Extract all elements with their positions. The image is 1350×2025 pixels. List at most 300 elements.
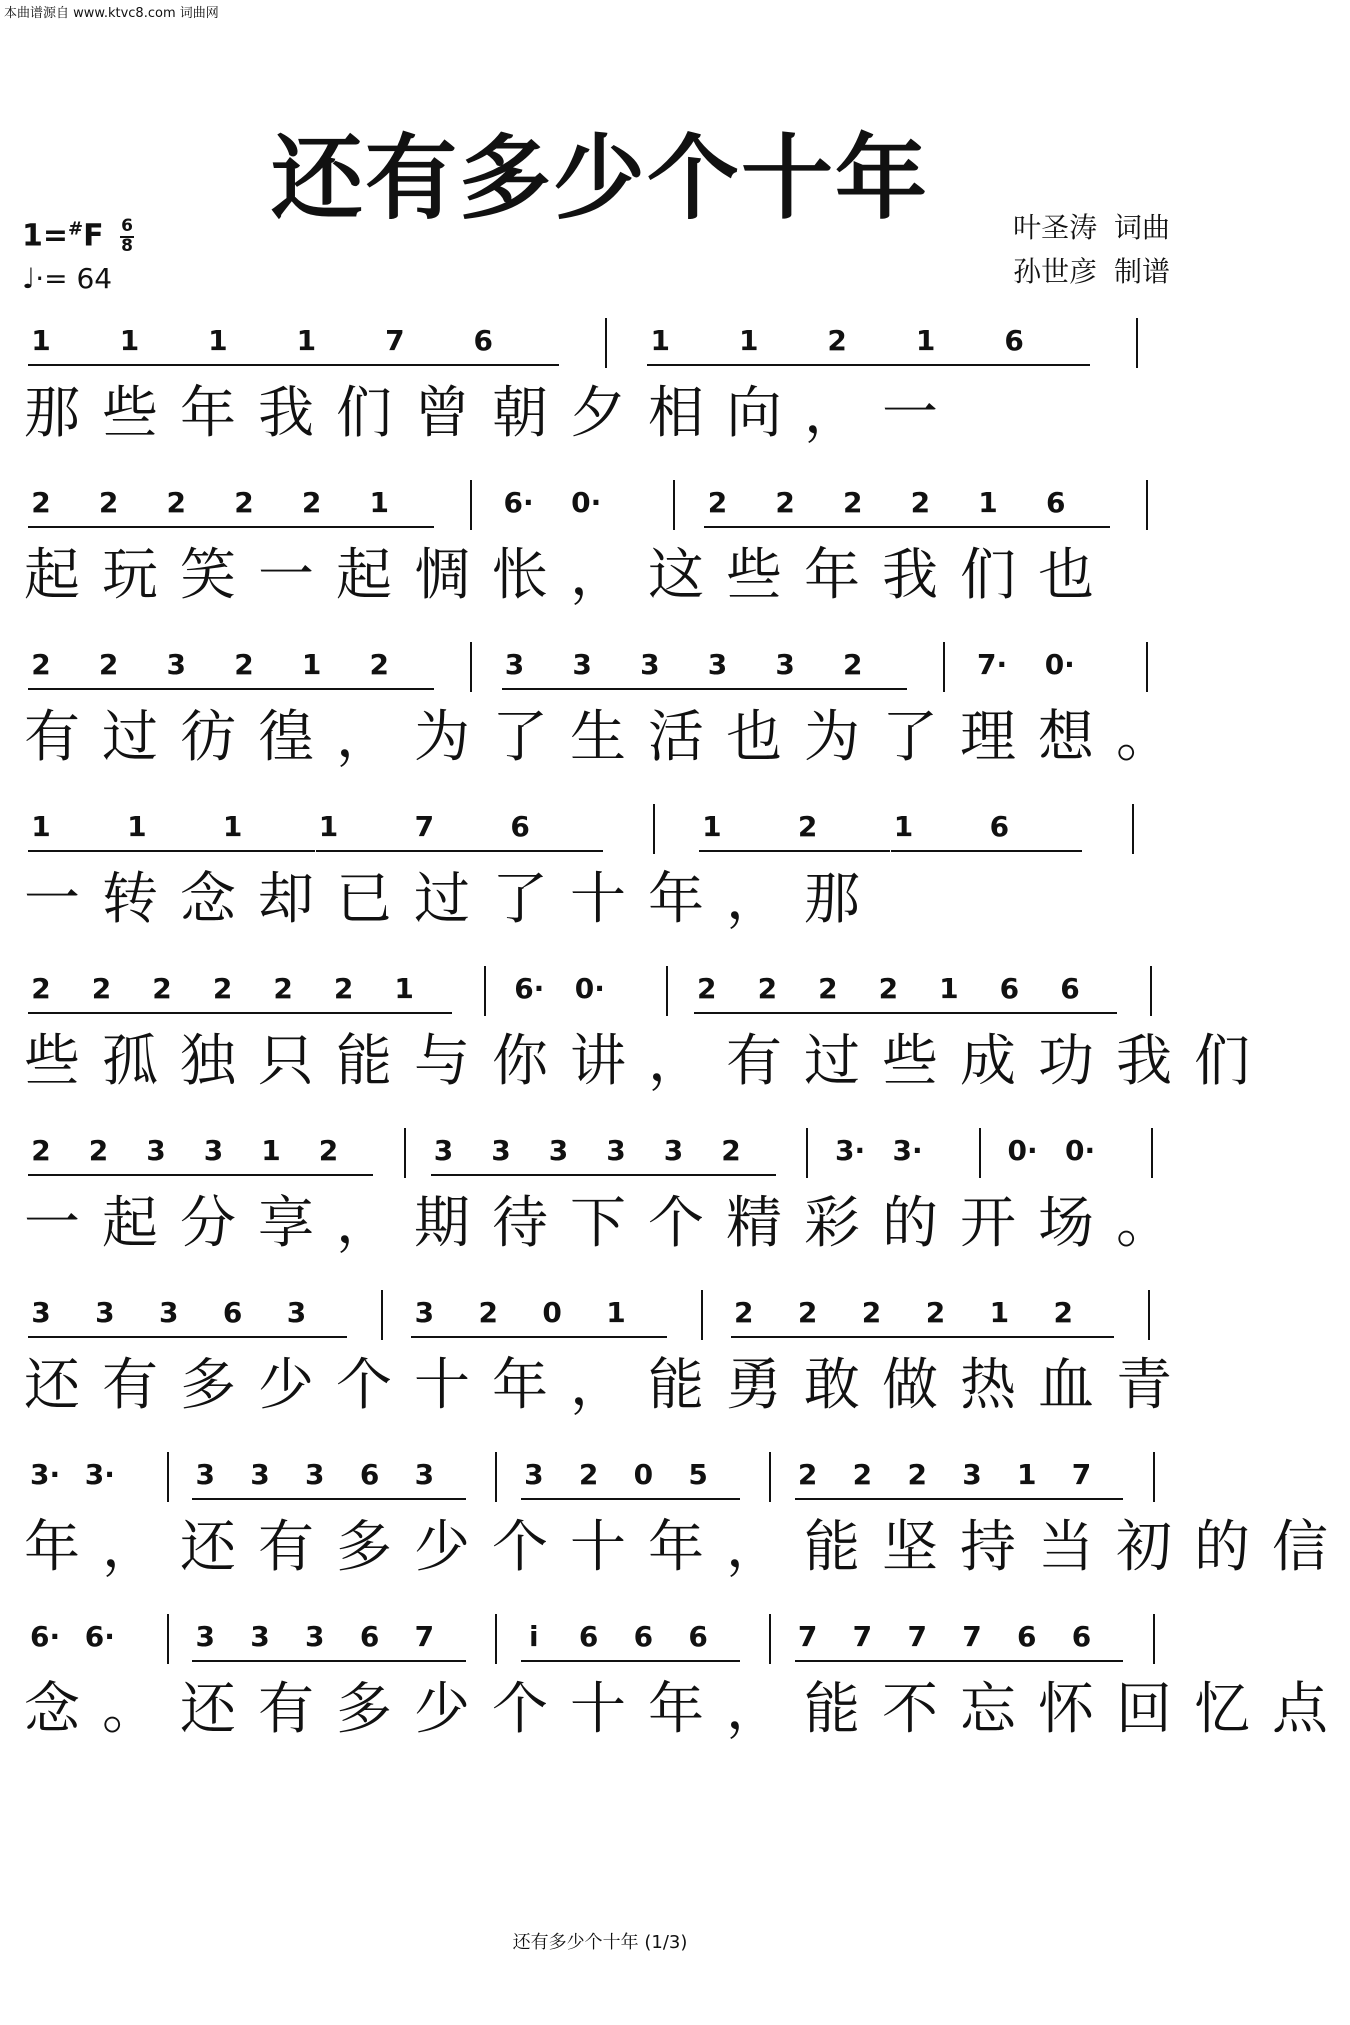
note: 0· [1007, 1134, 1038, 1167]
beam-line [1014, 1498, 1069, 1500]
note: 2 [757, 972, 778, 1005]
beam-line [28, 1336, 92, 1338]
note: 2 [333, 972, 354, 1005]
beam-line [92, 1336, 156, 1338]
note: 6 [999, 972, 1020, 1005]
lyrics-line: 念。还有多少个十年，能不忘怀回忆点 [24, 1677, 1350, 1742]
note: 2 [578, 1458, 599, 1491]
beam-line [859, 1336, 923, 1338]
beam-line [795, 850, 891, 852]
note: 2 [31, 1134, 51, 1167]
note: 6· [30, 1620, 61, 1653]
beam-line [247, 1498, 302, 1500]
note: 7 [1071, 1458, 1092, 1491]
beam-line [192, 1498, 247, 1500]
beam-line [996, 1012, 1057, 1014]
beam-line [1057, 1012, 1118, 1014]
beam-line [603, 1174, 661, 1176]
note: 2 [166, 486, 187, 519]
note: 2 [910, 486, 931, 519]
beam-line [1043, 526, 1111, 528]
beam-line [116, 364, 204, 366]
note: 6 [578, 1620, 599, 1653]
note: 6 [359, 1620, 380, 1653]
beam-line [366, 526, 434, 528]
bar-line [943, 642, 945, 692]
bar-line [673, 480, 675, 530]
beam-line [840, 688, 908, 690]
beam-line [754, 1012, 815, 1014]
bar-line [1148, 1290, 1150, 1340]
beam-line [331, 1012, 392, 1014]
note: 3 [962, 1458, 982, 1491]
note: 3 [414, 1296, 435, 1329]
jianpu-notes [24, 1614, 1184, 1670]
beam-line [699, 850, 795, 852]
bar-line [1146, 480, 1148, 530]
score-line [24, 480, 1184, 616]
note: 3 [707, 648, 728, 681]
score-line [24, 1452, 1350, 1588]
note: 0· [571, 486, 602, 519]
jianpu-notes [24, 480, 1184, 536]
note: 2 [797, 1458, 818, 1491]
beam-line [795, 1498, 850, 1500]
note: 2 [797, 810, 818, 843]
note: 1 [893, 810, 914, 843]
jianpu-notes [24, 804, 1184, 860]
note: 3 [663, 1134, 684, 1167]
note: 2 [907, 1458, 927, 1491]
note: 2 [878, 972, 899, 1005]
beam-line [470, 364, 558, 366]
note: 2 [721, 1134, 741, 1167]
beam-line [488, 1174, 546, 1176]
note: 5 [688, 1458, 708, 1491]
note: 6 [1004, 324, 1024, 357]
beam-line [521, 1660, 576, 1662]
beam-line [569, 688, 637, 690]
note: 2 [152, 972, 172, 1005]
note: 1 [296, 324, 317, 357]
note: 2 [925, 1296, 946, 1329]
time-signature [120, 218, 134, 256]
beam-line [192, 1660, 247, 1662]
beam-line [959, 1660, 1014, 1662]
beam-line [718, 1174, 776, 1176]
bar-line [167, 1614, 169, 1664]
note: 1 [978, 486, 998, 519]
note: 3 [572, 648, 592, 681]
bar-line [1132, 804, 1134, 854]
beam-line [96, 688, 164, 690]
note: 3 [250, 1620, 270, 1653]
note: 1 [738, 324, 759, 357]
note: 6 [359, 1458, 380, 1491]
note: 1 [1016, 1458, 1037, 1491]
note: 2 [98, 648, 119, 681]
note: 7· [977, 648, 1008, 681]
beam-line [1068, 1498, 1123, 1500]
note: 2 [1053, 1296, 1073, 1329]
beam-line [299, 526, 367, 528]
note: 1 [939, 972, 959, 1005]
jianpu-notes [24, 1128, 1184, 1184]
bar-line [806, 1128, 808, 1178]
note: 2 [273, 972, 293, 1005]
beam-line [603, 1336, 667, 1338]
note: 2 [31, 648, 51, 681]
beam-line [959, 1498, 1014, 1500]
note: 3 [504, 648, 525, 681]
score-line [24, 966, 1272, 1102]
note: 3 [606, 1134, 626, 1167]
bar-line [495, 1614, 497, 1664]
beam-line [502, 688, 570, 690]
beam-line [302, 1660, 357, 1662]
beam-line [922, 1336, 986, 1338]
note: 1 [394, 972, 414, 1005]
note: 2 [707, 486, 728, 519]
note: 2 [861, 1296, 882, 1329]
lyrics-line: 还有多少个十年，能勇敢做热血青 [24, 1353, 1194, 1418]
credits [1013, 206, 1170, 294]
note: 2 [301, 486, 322, 519]
beam-line [231, 688, 299, 690]
beam-line [28, 1174, 86, 1176]
bar-line [167, 1452, 169, 1502]
note: 1 [702, 810, 722, 843]
bar-line [404, 1128, 406, 1178]
beam-line [366, 688, 434, 690]
beam-line [907, 526, 975, 528]
score-line [24, 1128, 1194, 1264]
beam-line [220, 1336, 284, 1338]
source-note: 本曲谱源自 www.ktvc8.com 词曲网 [4, 6, 219, 21]
beam-line [772, 688, 840, 690]
lyrics-line: 有过彷徨，为了生活也为了理想。 [24, 705, 1194, 770]
note: 3 [286, 1296, 307, 1329]
note: 6· [503, 486, 534, 519]
beam-line [576, 1660, 631, 1662]
note: 1 [119, 324, 140, 357]
note: 6 [1045, 486, 1066, 519]
note: 7 [385, 324, 405, 357]
beam-line [1014, 1660, 1069, 1662]
note: 7 [852, 1620, 873, 1653]
note: 2 [843, 648, 863, 681]
note: 3 [203, 1134, 224, 1167]
beam-line [247, 1660, 302, 1662]
beam-line [124, 850, 220, 852]
beam-line [357, 1498, 412, 1500]
note: 3 [305, 1620, 325, 1653]
beam-line [28, 364, 116, 366]
note: 2 [212, 972, 233, 1005]
note: 3 [775, 648, 795, 681]
beam-line [316, 1174, 374, 1176]
tempo-mark: ♩·= 64 [22, 262, 113, 295]
beam-line [824, 364, 912, 366]
beam-line [913, 364, 1001, 366]
page-footer: 还有多少个十年 (1/3) [512, 1932, 688, 1953]
sharp-sign: # [68, 218, 84, 240]
note: 2 [827, 324, 847, 357]
beam-line [815, 1012, 876, 1014]
beam-line [986, 1336, 1050, 1338]
jianpu-notes [24, 1290, 1184, 1346]
note: 3 [640, 648, 660, 681]
beam-line [1050, 1336, 1114, 1338]
bar-line [1150, 966, 1152, 1016]
note: 2 [852, 1458, 873, 1491]
beam-line [28, 1012, 89, 1014]
note: 3· [892, 1134, 923, 1167]
bar-line [1153, 1614, 1155, 1664]
note: 2 [31, 972, 51, 1005]
beam-line [772, 526, 840, 528]
score-line [24, 642, 1194, 778]
beam-line [546, 1174, 604, 1176]
key-prefix: 1= [22, 218, 69, 254]
note: 1 [989, 1296, 1010, 1329]
note: 3· [84, 1458, 115, 1491]
note: 3 [414, 1458, 435, 1491]
note: 2 [818, 972, 838, 1005]
beam-line [936, 1012, 997, 1014]
song-title: 还有多少个十年 [270, 124, 929, 232]
bar-line [484, 966, 486, 1016]
note: 1 [31, 810, 51, 843]
beam-line [411, 850, 507, 852]
note: 6 [1071, 1620, 1092, 1653]
lyrics-line: 一起分享，期待下个精彩的开场。 [24, 1191, 1194, 1256]
note: i [529, 1620, 539, 1653]
note: 3 [250, 1458, 270, 1491]
beam-line [840, 526, 908, 528]
beam-line [849, 1660, 904, 1662]
lyrics-line: 年，还有多少个十年，能坚持当初的信 [24, 1515, 1350, 1580]
note: 2 [697, 972, 717, 1005]
beam-line [1068, 1660, 1123, 1662]
score-line [24, 1614, 1350, 1750]
note: 6 [1060, 972, 1080, 1005]
beam-line [201, 1174, 259, 1176]
note: 3 [305, 1458, 325, 1491]
beam-line [28, 688, 96, 690]
bar-line [979, 1128, 981, 1178]
lyrics-line: 一转念却已过了十年，那 [24, 867, 882, 932]
beam-line [875, 1012, 936, 1014]
note: 1 [31, 324, 51, 357]
score-line [24, 1290, 1194, 1426]
beam-line [795, 1336, 859, 1338]
note: 1 [369, 486, 389, 519]
beam-line [1001, 364, 1089, 366]
key-note: F [83, 218, 104, 254]
beam-line [411, 1498, 466, 1500]
note: 7 [962, 1620, 982, 1653]
bar-line [381, 1290, 383, 1340]
note: 0· [1044, 648, 1075, 681]
note: 2 [98, 486, 119, 519]
note: 2 [234, 486, 254, 519]
note: 3 [166, 648, 187, 681]
note: 2 [734, 1296, 754, 1329]
note: 2 [318, 1134, 339, 1167]
note: 1 [208, 324, 228, 357]
beam-line [302, 1498, 357, 1500]
note: 0· [574, 972, 605, 1005]
note: 3· [30, 1458, 61, 1491]
lyrics-line: 那些年我们曾朝夕相向，一 [24, 381, 960, 446]
beam-line [904, 1660, 959, 1662]
note: 1 [301, 648, 322, 681]
bar-line [1151, 1128, 1153, 1178]
bar-line [769, 1452, 771, 1502]
beam-line [411, 1336, 475, 1338]
note: 7 [414, 810, 435, 843]
beam-line [539, 1336, 603, 1338]
jianpu-notes [24, 642, 1184, 698]
note: 3 [491, 1134, 511, 1167]
beam-line [685, 1660, 740, 1662]
note: 1 [222, 810, 243, 843]
beam-line [647, 364, 735, 366]
composer-credit: 叶圣涛 词曲 [1013, 211, 1170, 244]
beam-line [637, 688, 705, 690]
beam-line [205, 364, 293, 366]
note: 1 [127, 810, 147, 843]
note: 6 [222, 1296, 243, 1329]
beam-line [904, 1498, 959, 1500]
beam-line [143, 1174, 201, 1176]
bar-line [701, 1290, 703, 1340]
beam-line [220, 850, 316, 852]
note: 3 [195, 1458, 216, 1491]
score-line [24, 318, 1184, 454]
jianpu-notes [24, 966, 1184, 1022]
note: 3 [146, 1134, 166, 1167]
note: 6 [688, 1620, 708, 1653]
bar-line [1136, 318, 1138, 368]
beam-line [685, 1498, 740, 1500]
beam-line [507, 850, 603, 852]
note: 3 [524, 1458, 544, 1491]
note: 2 [775, 486, 795, 519]
beam-line [258, 1174, 316, 1176]
beam-line [270, 1012, 331, 1014]
note: 6· [514, 972, 545, 1005]
beam-line [163, 688, 231, 690]
note: 2 [91, 972, 112, 1005]
score-line [24, 804, 1184, 940]
beam-line [576, 1498, 631, 1500]
note: 2 [797, 1296, 818, 1329]
note: 3· [835, 1134, 866, 1167]
beam-line [630, 1498, 685, 1500]
bar-line [769, 1614, 771, 1664]
lyrics-line: 起玩笑一起惆怅，这些年我们也 [24, 543, 1116, 608]
beam-line [284, 1336, 348, 1338]
beam-line [96, 526, 164, 528]
bar-line [495, 1452, 497, 1502]
beam-line [231, 526, 299, 528]
beam-line [661, 1174, 719, 1176]
beam-line [210, 1012, 271, 1014]
time-numerator: 6 [121, 216, 133, 236]
beam-line [163, 526, 231, 528]
note: 1 [606, 1296, 626, 1329]
beam-line [86, 1174, 144, 1176]
bar-line [1146, 642, 1148, 692]
arranger-credit: 孙世彦 制谱 [1013, 255, 1170, 288]
lyrics-line: 些孤独只能与你讲，有过些成功我们 [24, 1029, 1272, 1094]
beam-line [89, 1012, 150, 1014]
note: 7 [414, 1620, 435, 1653]
bar-line [653, 804, 655, 854]
note: 3 [31, 1296, 51, 1329]
beam-line [357, 1660, 412, 1662]
note: 2 [478, 1296, 498, 1329]
beam-line [28, 850, 124, 852]
beam-line [736, 364, 824, 366]
beam-line [704, 688, 772, 690]
beam-line [149, 1012, 210, 1014]
note: 0 [633, 1458, 654, 1491]
beam-line [475, 1336, 539, 1338]
note: 6 [510, 810, 530, 843]
jianpu-notes [24, 318, 1184, 374]
beam-line [382, 364, 470, 366]
note: 3 [159, 1296, 179, 1329]
beam-line [704, 526, 772, 528]
beam-line [299, 688, 367, 690]
note: 0 [542, 1296, 562, 1329]
beam-line [731, 1336, 795, 1338]
beam-line [28, 526, 96, 528]
note: 6 [473, 324, 494, 357]
bar-line [605, 318, 607, 368]
note: 7 [797, 1620, 818, 1653]
bar-line [470, 480, 472, 530]
note: 3 [548, 1134, 569, 1167]
bar-line [470, 642, 472, 692]
beam-line [849, 1498, 904, 1500]
note: 6 [989, 810, 1010, 843]
bar-line [1153, 1452, 1155, 1502]
note: 3 [95, 1296, 115, 1329]
note: 1 [915, 324, 936, 357]
key-signature [22, 218, 134, 256]
note: 1 [650, 324, 670, 357]
beam-line [316, 850, 412, 852]
beam-line [431, 1174, 489, 1176]
note: 3 [195, 1620, 216, 1653]
note: 6· [84, 1620, 115, 1653]
beam-line [795, 1660, 850, 1662]
note: 1 [261, 1134, 281, 1167]
note: 2 [234, 648, 254, 681]
beam-line [986, 850, 1082, 852]
jianpu-notes [24, 1452, 1184, 1508]
beam-line [156, 1336, 220, 1338]
note: 6 [1016, 1620, 1037, 1653]
note: 6 [633, 1620, 654, 1653]
beam-line [411, 1660, 466, 1662]
beam-line [694, 1012, 755, 1014]
beam-line [521, 1498, 576, 1500]
